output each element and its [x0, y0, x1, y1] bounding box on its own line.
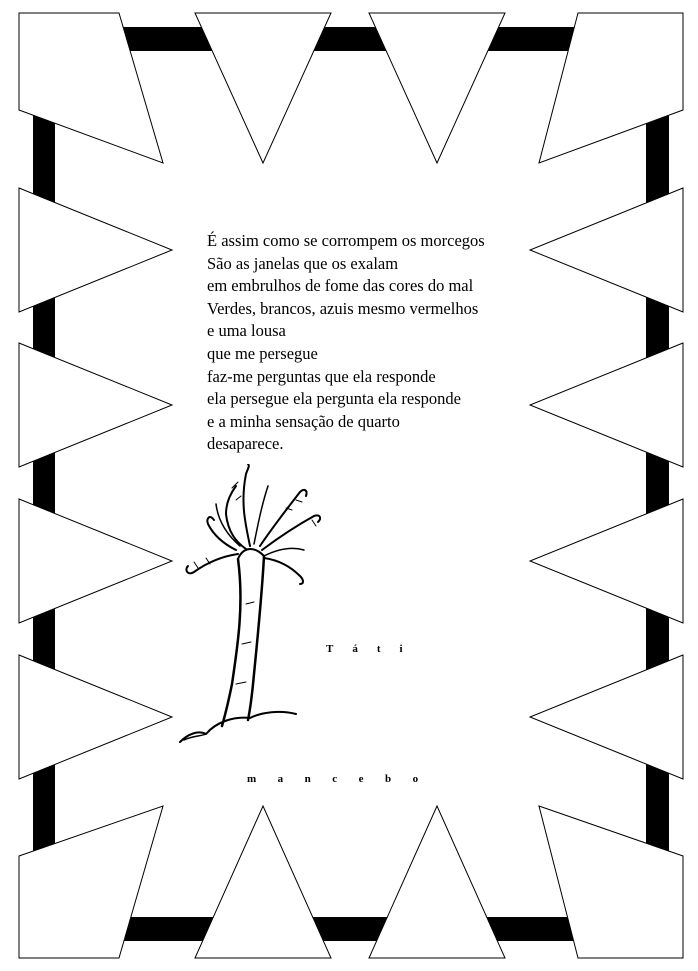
poem-line: que me persegue	[207, 343, 318, 363]
frame-spike-bottom-1	[195, 806, 331, 958]
poem-line: São as janelas que os exalam	[207, 253, 399, 273]
frame-spike-left-4	[19, 655, 172, 779]
frame-spike-right-2	[530, 343, 683, 467]
frame-spike-left-2	[19, 343, 172, 467]
frame-spike-right-4	[530, 655, 683, 779]
frame-spike-right-1	[530, 188, 683, 312]
poem-line: ela persegue ela pergunta ela responde	[207, 389, 461, 409]
frame-spike-left-3	[19, 499, 172, 623]
poem-line: faz-me perguntas que ela responde	[207, 366, 436, 386]
author-name: Táti	[326, 643, 422, 655]
poem-line: e uma lousa	[207, 321, 286, 341]
frame-spike-left-1	[19, 188, 172, 312]
frame-spike-bottom-2	[369, 806, 505, 958]
frame-spike-top-1	[195, 13, 331, 163]
poem-line: em embrulhos de fome das cores do mal	[207, 276, 474, 296]
palm-tree-drawing	[176, 464, 336, 749]
poem-line: Verdes, brancos, azuis mesmo vermelhos	[207, 298, 479, 318]
poem-text	[207, 230, 537, 456]
poem-line: e a minha sensação de quarto	[207, 411, 400, 431]
frame-bar-top	[118, 27, 584, 51]
poem-line: É assim como se corrompem os morcegos	[207, 231, 485, 250]
poem-line: desaparece.	[207, 434, 284, 454]
frame-spike-right-3	[530, 499, 683, 623]
frame-spike-top-2	[369, 13, 505, 163]
signature-subtitle: mancebo	[247, 773, 440, 785]
frame-bar-bottom	[118, 917, 584, 941]
